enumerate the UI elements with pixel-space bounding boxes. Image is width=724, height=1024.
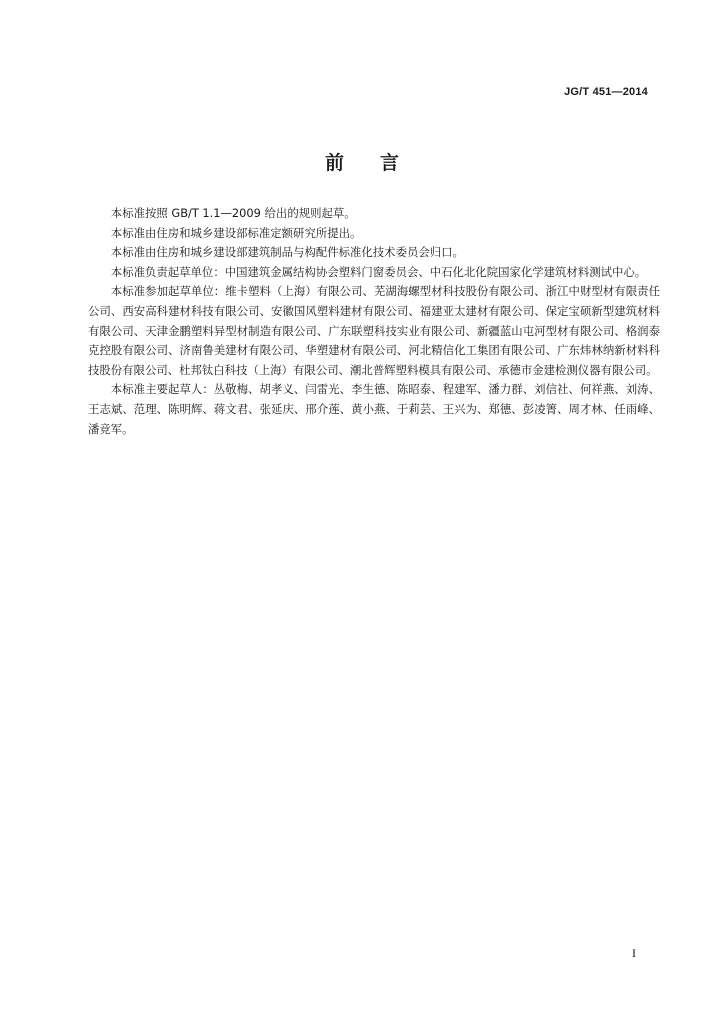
page-title: 前言	[324, 152, 435, 174]
paragraph-main-drafters: 本标准主要起草人：丛敬梅、胡孝义、闫雷光、李生德、陈昭泰、程建军、潘力群、刘信社、何祥燕、刘涛、王志斌、范理、陈明辉、蒋文君、张延庆、邢介莲、黄小燕、于莉芸、王兴为、郑德、彭凌箐、周才林、任雨峰、潘竞军。	[88, 382, 660, 436]
paragraph-participating-units: 本标准参加起草单位：维卡塑料（上海）有限公司、芜湖海螺型材科技股份有限公司、浙江中财型材有限责任公司、西安高科建材科技有限公司、安徽国风塑料建材有限公司、福建亚太建材有限公司、保定宝硕新型建筑材料有限公司、天津金鹏塑料异型材制造有限公司、广东联塑科技实业有限公司、新疆蓝山屯河型材有限公司、格润泰克控股有限公司、济南鲁美建材有限公司、华塑建材有限公司、河北精信化工集团有限公司、广东炜林纳新材料科技股份有限公司、杜邦钛白科技（上海）有限公司、潮北普辉塑料模具有限公司、承德市金建检测仪器有限公司。	[88, 284, 660, 377]
paragraph-lead-drafting-units: 本标准负责起草单位：中国建筑金属结构协会塑料门窗委员会、中石化北化院国家化学建筑材料测试中心。	[110, 264, 647, 279]
paragraph-under-jurisdiction: 本标准由住房和城乡建设部建筑制品与构配件标准化技术委员会归口。	[110, 245, 464, 260]
paragraph-drafting-rules: 本标准按照 GB/T 1.1—2009 给出的规则起草。	[110, 206, 356, 220]
page-number: I	[632, 946, 636, 960]
standard-code: JG/T 451—2014	[564, 86, 648, 98]
foreword-body	[88, 204, 660, 439]
paragraph-proposed-by: 本标准由住房和城乡建设部标准定额研究所提出。	[110, 225, 362, 240]
